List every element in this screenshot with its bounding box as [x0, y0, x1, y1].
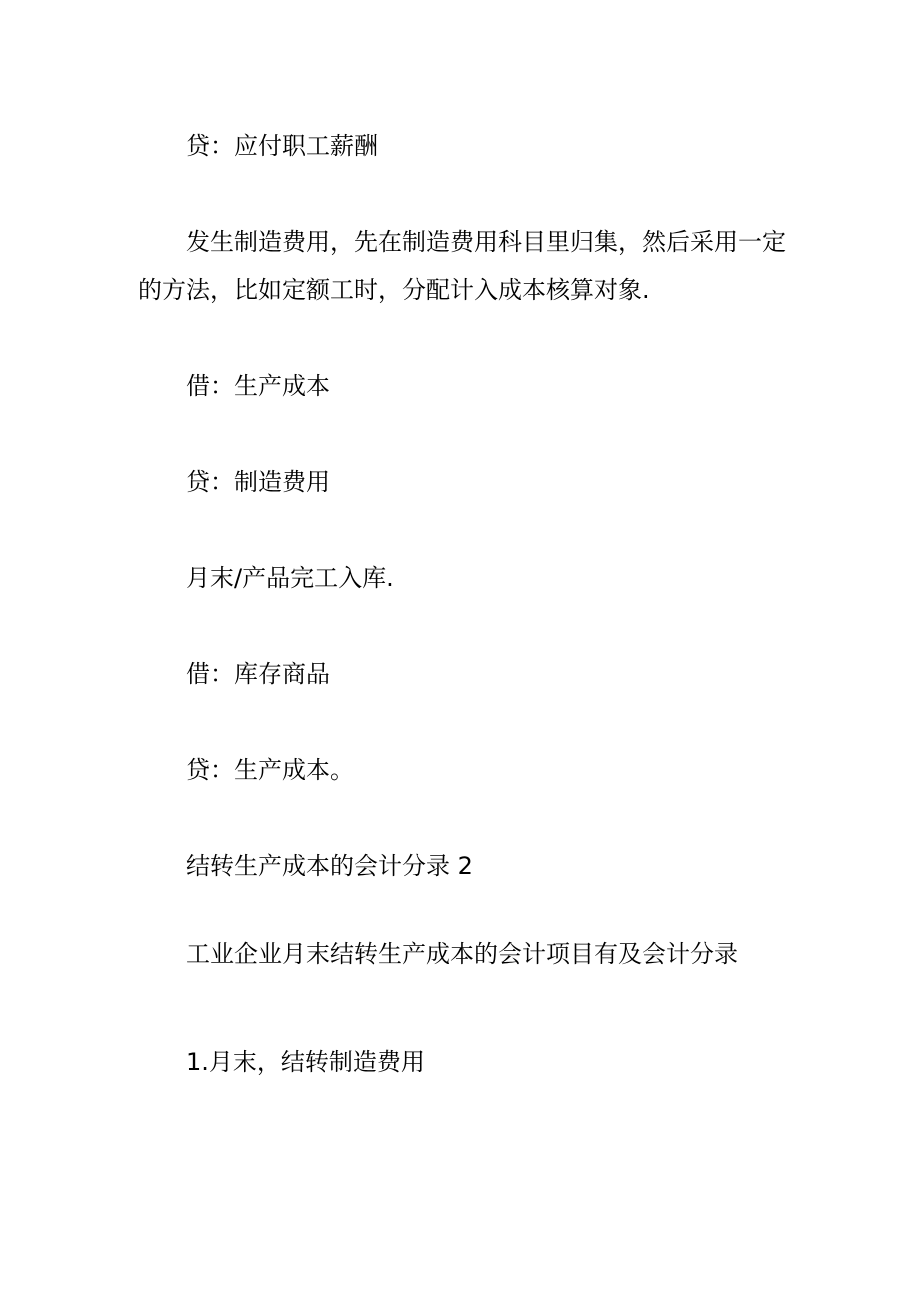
paragraph-month-end-warehousing: 月末/产品完工入库. [186, 564, 394, 592]
paragraph-industrial-items: 工业企业月末结转生产成本的会计项目有及会计分录 [186, 940, 738, 968]
entry-debit-inventory: 借：库存商品 [186, 660, 330, 688]
paragraph-credit-payroll: 贷：应付职工薪酬 [186, 132, 378, 160]
paragraph-overhead-intro-continued: 的方法，比如定额工时，分配计入成本核算对象. [138, 276, 650, 304]
entry-credit-overhead: 贷：制造费用 [186, 468, 330, 496]
section-heading: 结转生产成本的会计分录 2 [186, 852, 473, 880]
entry-credit-production-cost: 贷：生产成本。 [186, 756, 354, 784]
paragraph-overhead-intro: 发生制造费用，先在制造费用科目里归集，然后采用一定 [186, 228, 786, 256]
list-item-step-1: 1.月末，结转制造费用 [186, 1048, 425, 1076]
entry-debit-production-cost: 借：生产成本 [186, 372, 330, 400]
